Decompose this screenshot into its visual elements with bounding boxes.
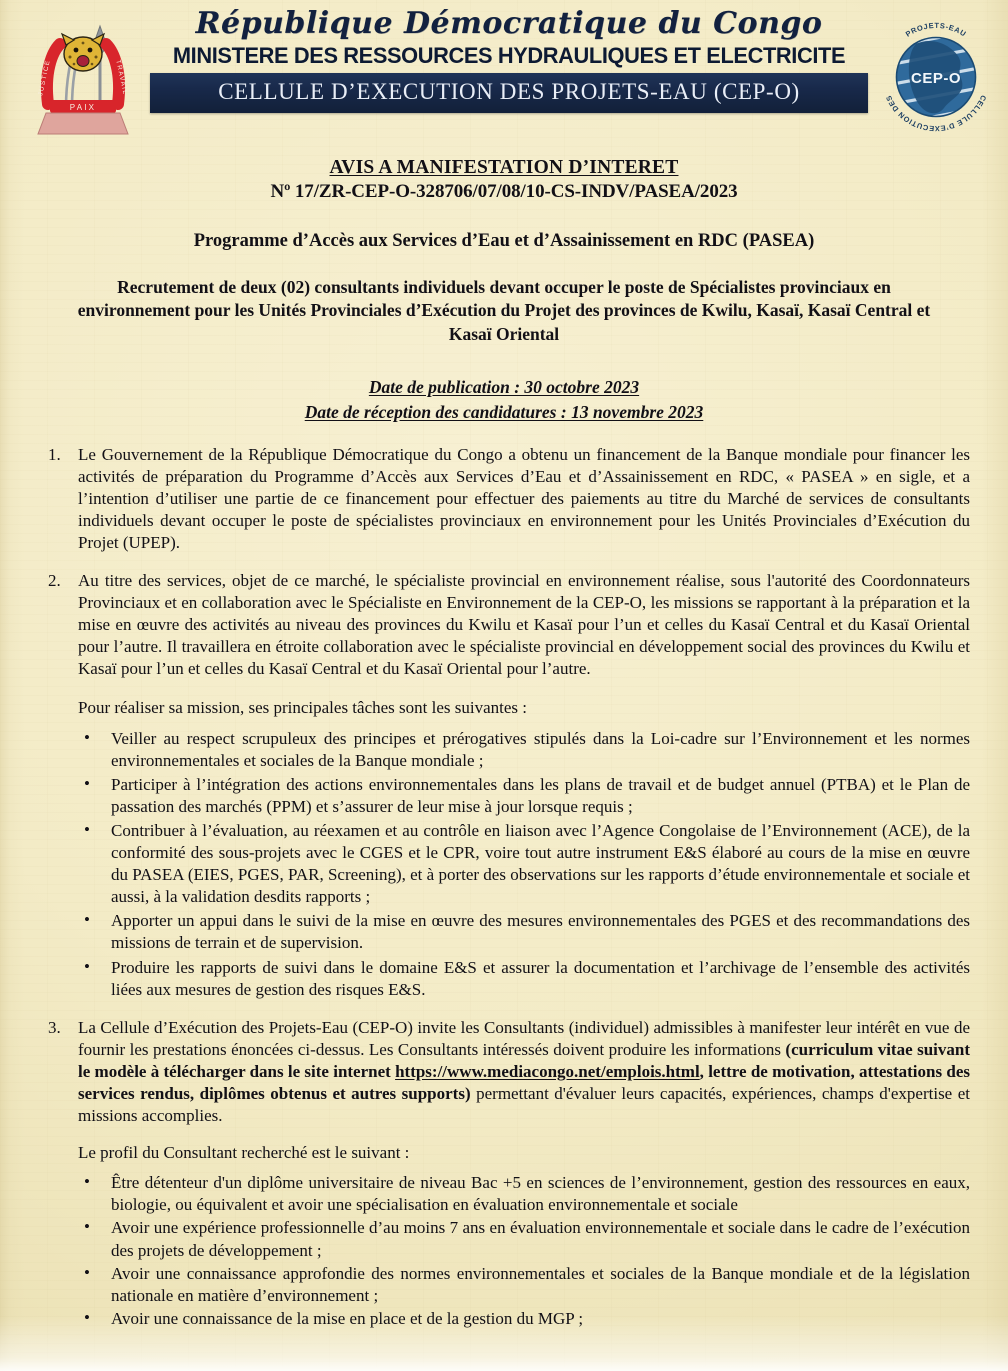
- document-body: [44, 444, 970, 1330]
- svg-text:PAIX: PAIX: [69, 103, 97, 112]
- programme-title: Programme d’Accès aux Services d’Eau et d’Assainissement en RDC (PASEA): [193, 231, 815, 251]
- clause-3-bold-part2: , lettre de motivation, attestations des services rendus, diplômes obtenus et autres supports): [78, 1061, 970, 1103]
- drc-coat-of-arms-icon: [22, 12, 144, 138]
- header-text-block: [150, 8, 868, 113]
- recruitment-subject: Recrutement de deux (02) consultants individuels devant occuper le poste de Spécialistes provinciaux en environnement pour les Unités Provinciales d’Exécution du Projet des provinces de Kwilu, Kasaï, Kasaï Central et Kasaï Oriental: [77, 277, 931, 344]
- tasks-list: [44, 728, 970, 1001]
- notice-title-block: [0, 157, 1008, 203]
- clause-3-bold-part1: (curriculum vitae suivant le modèle à télécharger dans le site internet: [78, 1039, 970, 1081]
- svg-text:JUSTICE: JUSTICE: [37, 58, 52, 97]
- cepo-seal-icon: [876, 14, 996, 140]
- clause-3-text-part2: permettant d'évaluer leurs capacités, expériences, champs d'expertise et missions accomplies.: [78, 1083, 970, 1126]
- clause-3-number: 3.: [48, 1017, 61, 1037]
- mediacongo-link[interactable]: https://www.mediacongo.net/emplois.html: [395, 1061, 700, 1081]
- clause-2: [44, 570, 970, 680]
- list-item: • Veiller au respect scrupuleux des principes et prérogatives stipulés dans la Loi-cadre sur l’Environnement et les normes environnementales et sociales de la Banque mondiale ;: [78, 728, 970, 772]
- clause-3: [44, 1017, 970, 1127]
- clause-1-text: Le Gouvernement de la République Démocratique du Congo a obtenu un financement de la Banque mondiale pour financer les activités de préparation du Programme d’Accès aux Services d’Eau et d’Assainissement en RDC, « PASEA » en sigle, et a l’intention d’utiliser une partie de ce financement pour effectuer des paiements au titre du Marché de services de consultants individuels devant occuper le poste de spécialistes provinciaux en environnement pour les Unités Provinciales d’Exécution du Projet (UPEP).: [78, 444, 970, 552]
- list-item: • Participer à l’intégration des actions environnementales dans les plans de travail et de budget annuel (PTBA) et le Plan de passation des marchés (PPM) et s’assurer de leur mise à jour lorsque requis ;: [78, 774, 970, 818]
- svg-text:CEP-O: CEP-O: [910, 70, 962, 87]
- list-item: • Apporter un appui dans le suivi de la mise en œuvre des mesures environnementales des PGES et des recommandations des missions de terrain et de supervision.: [78, 910, 970, 954]
- clause-1: [44, 444, 970, 554]
- profile-list: [44, 1172, 970, 1330]
- svg-text:PROJETS-EAU: PROJETS-EAU: [903, 20, 969, 39]
- clause-3-text-part1: La Cellule d’Exécution des Projets-Eau (CEP-O) invite les Consultants (individuel) admissibles à manifester leur intérêt en vue de fournir les prestations énoncées ci-dessus. Les Consultants intéressés doivent produire les informations: [78, 1017, 970, 1059]
- clause-1-number: 1.: [48, 444, 61, 464]
- notice-reference: Nº 17/ZR-CEP-O-328706/07/08/10-CS-INDV/PASEA/2023: [270, 181, 738, 202]
- list-item: • Avoir une expérience professionnelle d’au moins 7 ans en évaluation environnementale et sociale dans le cadre de l’exécution des projets de développement ;: [78, 1217, 970, 1261]
- clause-2-number: 2.: [48, 571, 61, 591]
- list-item: • Avoir une connaissance approfondie des normes environnementales et sociales de la Banque mondiale et de la législation nationale en matière d’environnement ;: [78, 1263, 970, 1307]
- ministry-title: MINISTERE DES RESSOURCES HYDRAULIQUES ET ELECTRICITE: [172, 42, 846, 68]
- list-item: • Contribuer à l’évaluation, au réexamen et au contrôle en liaison avec l’Agence Congolaise de l’Environnement (ACE), de la conformité des sous-projets avec le CGES et le CPR, voire tout autre instrument E&S élaboré au cours de la mise en œuvre du PASEA (EIES, PGES, PAR, Screening), et à porter des observations sur les rapports d’étude environnementale et sociale et aussi, à la validation desdits rapports ;: [78, 820, 970, 908]
- svg-text:CELLULE D’EXECUTION DES: CELLULE D’EXECUTION DES: [883, 93, 989, 134]
- reception-date: Date de réception des candidatures : 13 novembre 2023: [304, 402, 704, 423]
- profile-lead-in: Le profil du Consultant recherché est le suivant :: [78, 1143, 410, 1163]
- dates-block: [0, 375, 1008, 426]
- notice-title: AVIS A MANIFESTATION D’INTERET: [329, 157, 679, 178]
- list-item: • Être détenteur d'un diplôme universitaire de niveau Bac +5 en sciences de l’environnement, gestion des ressources en eaux, biologie, ou équivalent et avoir une spécialisation en évaluation environnementale et sociale: [78, 1172, 970, 1216]
- list-item: • Produire les rapports de suivi dans le domaine E&S et assurer la documentation et l’archivage de l’ensemble des activités liées aux mesures de gestion des risques E&S.: [78, 957, 970, 1001]
- svg-text:TRAVAIL: TRAVAIL: [114, 59, 129, 96]
- tasks-lead-in: Pour réaliser sa mission, ses principales tâches sont les suivantes :: [78, 698, 527, 718]
- document-header: [0, 0, 1008, 148]
- republic-title: République Démocratique du Congo: [195, 6, 823, 41]
- list-item: • Avoir une connaissance de la mise en place et de la gestion du MGP ;: [78, 1308, 970, 1330]
- unit-banner: CELLULE D’EXECUTION DES PROJETS-EAU (CEP-O): [150, 73, 868, 113]
- publication-date: Date de publication : 30 octobre 2023: [368, 376, 640, 397]
- clause-2-text: Au titre des services, objet de ce marché, le spécialiste provincial en environnement réalise, sous l'autorité des Coordonnateurs Provinciaux et en collaboration avec le Spécialiste en Environnement de la CEP-O, les missions se rapportant à la préparation et la mise en œuvre des activités au niveau des provinces du Kwilu et Kasaï pour l’un et celles du Kasaï Central et du Kasaï Oriental pour l’autre. Il travaillera en étroite collaboration avec le spécialiste provincial en développement social des provinces du Kwilu et Kasaï pour l’un et celles du Kasaï Central et du Kasaï Oriental pour l’autre.: [78, 571, 970, 679]
